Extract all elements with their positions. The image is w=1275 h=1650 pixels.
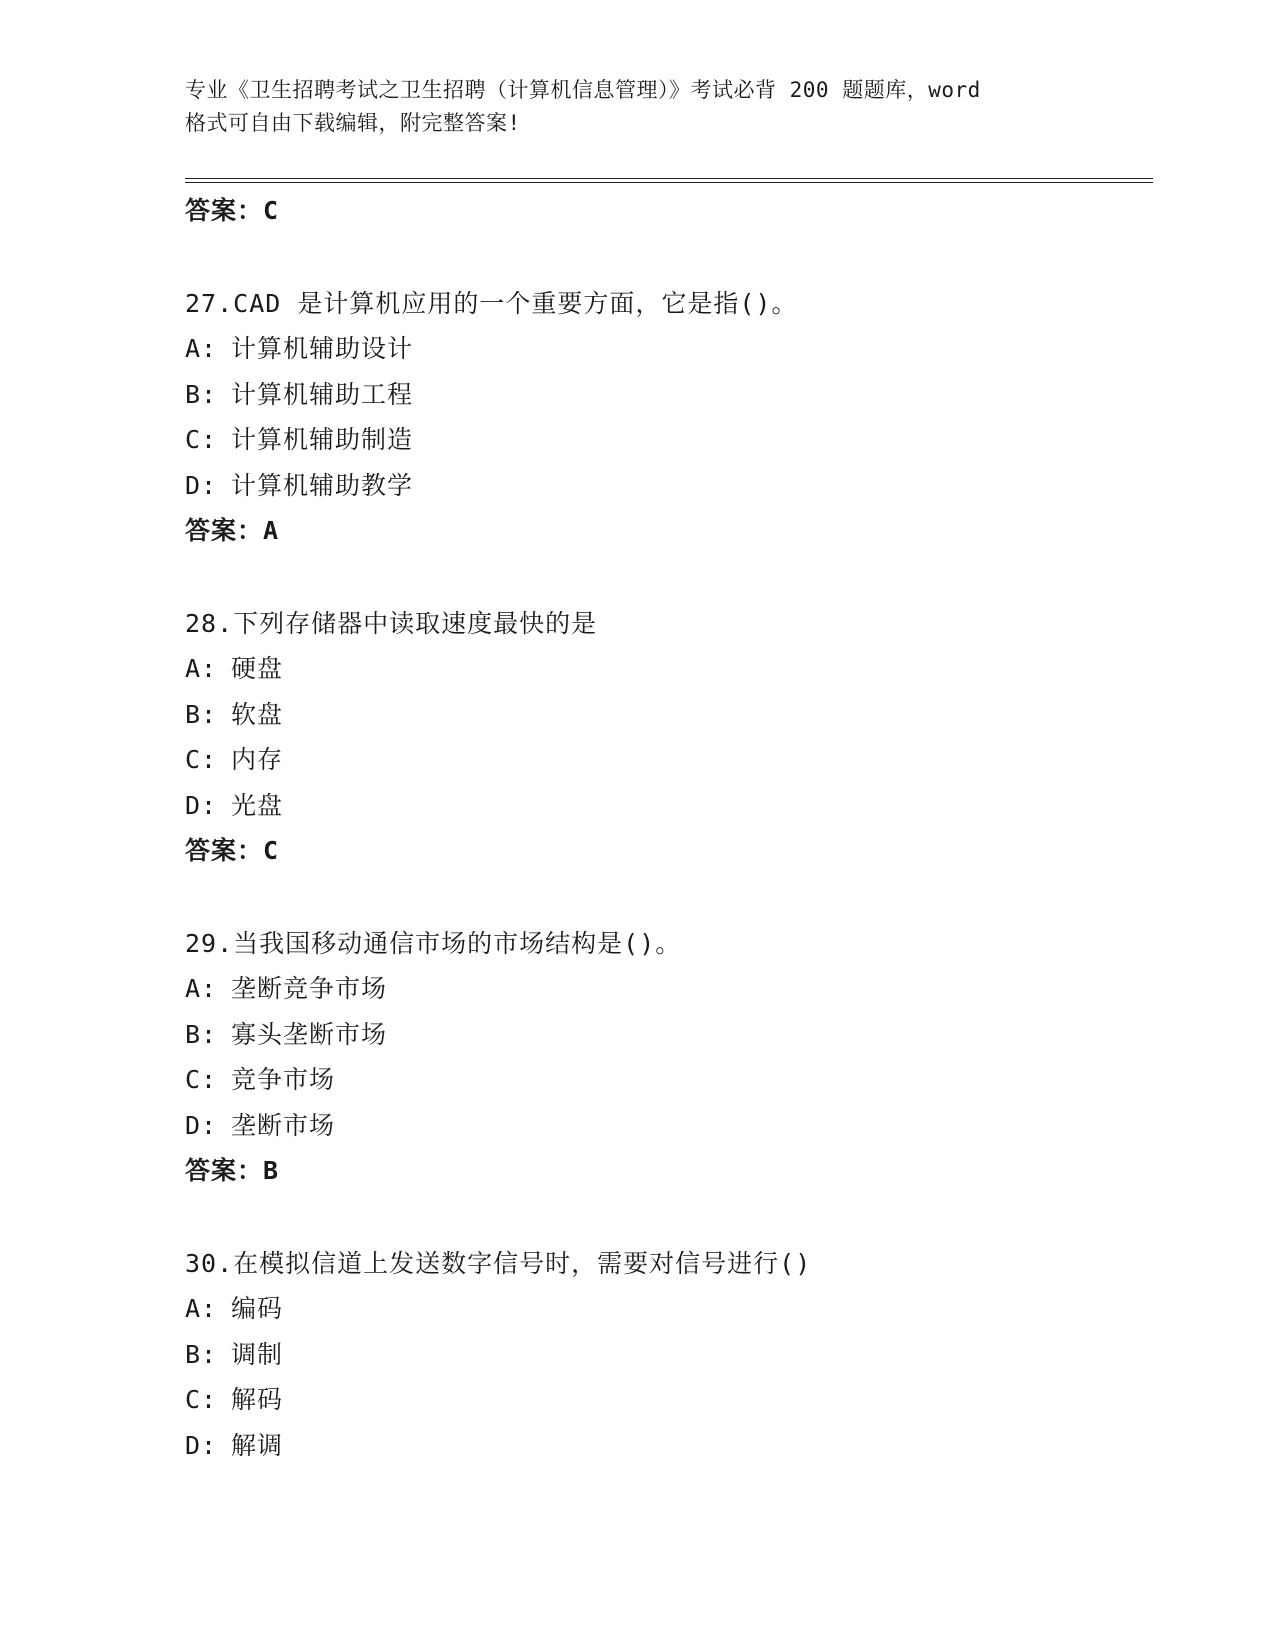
option-d — [185, 1423, 1145, 1469]
question-block — [185, 1241, 1145, 1469]
question-block — [185, 921, 1145, 1194]
option-key: B: — [185, 379, 218, 409]
option-key: D: — [185, 470, 218, 500]
option-c — [185, 1377, 1145, 1423]
option-key: D: — [185, 1110, 218, 1140]
option-text: 调制 — [231, 1339, 284, 1369]
option-text: 编码 — [231, 1294, 284, 1323]
option-c — [185, 417, 1145, 463]
option-key: C: — [185, 745, 218, 774]
option-c — [185, 1057, 1145, 1103]
option-key: D: — [185, 790, 218, 820]
option-text: 软盘 — [231, 699, 284, 729]
option-text: 内存 — [231, 745, 284, 774]
option-key: B: — [185, 1339, 218, 1369]
option-key: A: — [185, 334, 218, 363]
option-text: 计算机辅助制造 — [231, 425, 414, 454]
header-rule-top — [185, 178, 1153, 179]
option-text: 垄断竞争市场 — [231, 974, 388, 1003]
answer: 答案：C — [185, 836, 280, 865]
option-text: 垄断市场 — [231, 1110, 336, 1140]
option-text: 计算机辅助工程 — [231, 379, 414, 409]
option-key: C: — [185, 1065, 218, 1094]
option-text: 寡头垄断市场 — [231, 1019, 388, 1049]
header-line-2: 格式可自由下载编辑，附完整答案! — [185, 111, 521, 135]
option-text: 计算机辅助教学 — [231, 470, 414, 500]
option-a — [185, 646, 1145, 692]
option-b — [185, 372, 1145, 418]
spacer — [185, 1194, 1145, 1241]
option-a — [185, 966, 1145, 1012]
option-text: 竞争市场 — [231, 1065, 336, 1094]
spacer — [185, 554, 1145, 601]
previous-answer: 答案：C — [185, 196, 280, 225]
option-key: C: — [185, 1385, 218, 1414]
header-line-1: 专业《卫生招聘考试之卫生招聘（计算机信息管理）》考试必背 200 题题库，word — [185, 78, 981, 102]
option-key: D: — [185, 1430, 218, 1460]
option-text: 解调 — [231, 1430, 284, 1460]
option-text: 硬盘 — [231, 654, 284, 683]
option-key: A: — [185, 1294, 218, 1323]
option-d — [185, 1103, 1145, 1149]
option-key: B: — [185, 1019, 218, 1049]
option-key: A: — [185, 974, 218, 1003]
document-header — [185, 74, 1085, 140]
option-c — [185, 737, 1145, 783]
option-key: A: — [185, 654, 218, 683]
option-key: B: — [185, 699, 218, 729]
option-b — [185, 692, 1145, 738]
spacer — [185, 234, 1145, 281]
question-list — [185, 188, 1145, 1468]
spacer — [185, 874, 1145, 921]
question-block — [185, 281, 1145, 554]
question-stem: 29.当我国移动通信市场的市场结构是()。 — [185, 928, 682, 958]
option-text: 解码 — [231, 1385, 284, 1414]
option-d — [185, 783, 1145, 829]
answer: 答案：B — [185, 1156, 280, 1185]
answer: 答案：A — [185, 516, 280, 545]
question-stem: 28.下列存储器中读取速度最快的是 — [185, 608, 598, 638]
question-block — [185, 601, 1145, 874]
option-b — [185, 1332, 1145, 1378]
option-b — [185, 1012, 1145, 1058]
option-key: C: — [185, 425, 218, 454]
question-stem: 27.CAD 是计算机应用的一个重要方面，它是指()。 — [185, 288, 798, 318]
option-text: 光盘 — [231, 790, 284, 820]
option-a — [185, 1286, 1145, 1332]
option-d — [185, 463, 1145, 509]
question-stem: 30.在模拟信道上发送数字信号时，需要对信号进行() — [185, 1248, 812, 1278]
option-a — [185, 326, 1145, 372]
header-rule-bottom — [185, 182, 1153, 183]
option-text: 计算机辅助设计 — [231, 334, 414, 363]
